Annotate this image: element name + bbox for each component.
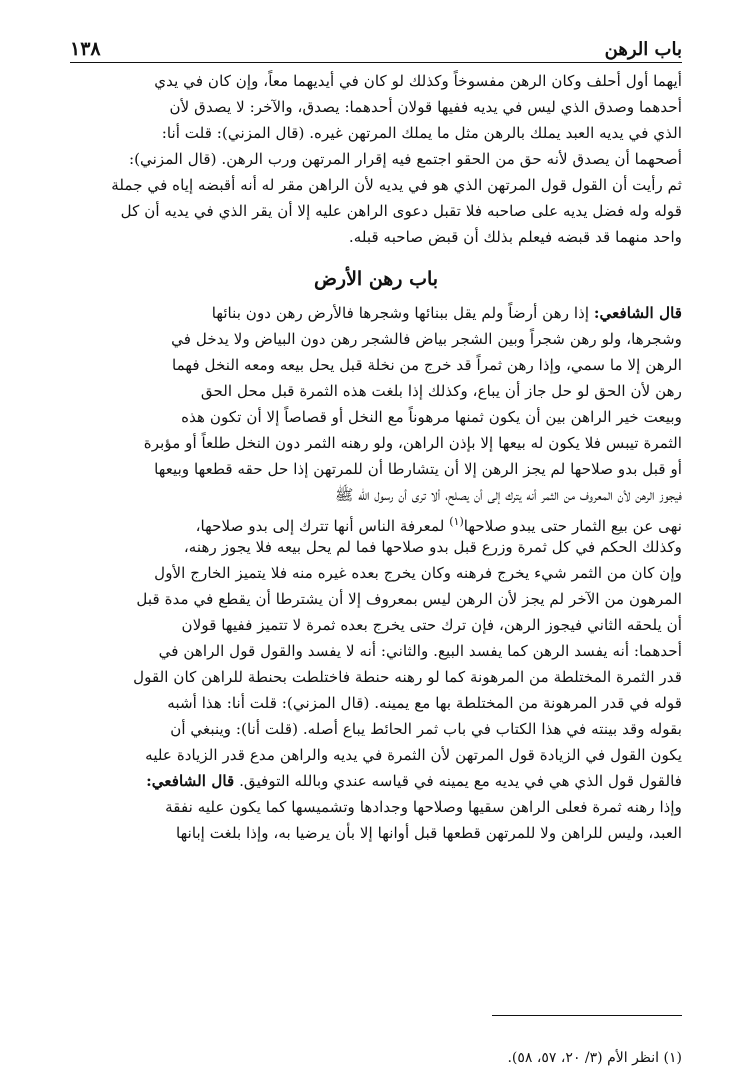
text-line: وبيعت خير الراهن بين أن يكون ثمنها مرهوناً مع النخل أو قصاصاً إلا أن تكون هذه	[181, 408, 682, 426]
text-line: فيجوز الرهن لأن المعروف من الثمر أنه يترك إلى أن يصلح، ألا ترى أن رسول الله ﷺ	[334, 486, 682, 504]
text-segment: إذا رهن أرضاً ولم يقل ببنائها وشجرها فالأرض رهن دون بنائها	[211, 304, 594, 322]
footnote-divider	[492, 1015, 682, 1016]
text-segment: فالقول قول الذي هي في يديه مع يمينه في قياسه عندي وبالله التوفيق.	[234, 772, 682, 790]
page-header	[70, 28, 682, 63]
text-line: الرهن إلا ما سمي، وإذا رهن ثمراً قد خرج من نخلة قبل يحل بيعه ومعه النخل فهما	[172, 356, 682, 374]
text-line: واحد منهما قد قبضه فيعلم بذلك أن قبض صاحبه قبله.	[348, 228, 682, 246]
document-page	[70, 28, 682, 1066]
text-line	[70, 301, 682, 327]
text-line: وإذا رهنه ثمرة فعلى الراهن سقيها وصلاحها وجدادها وتشميسها كما يكون عليه نفقة	[165, 798, 682, 816]
text-line: يكون القول في الزيادة قول المرتهن لأن الثمرة في يديه والراهن مدع قدر الزيادة عليه	[145, 746, 682, 764]
text-line: المرهون من الآخر لم يجز لأن الرهن ليس بمعروف إلا أن يشترطا أن يقطع في مدة قبل	[136, 590, 682, 608]
speaker-label: قال الشافعي:	[146, 772, 235, 790]
footnote-text: انظر الأم (٣/ ٢٠، ٥٧، ٥٨).	[507, 1050, 660, 1066]
paragraph-1	[70, 69, 682, 251]
text-line: وإن كان من الثمر شيء يخرج فرهنه وكان يخرج بعده غيره منه فلا يتميز الخارج الأول	[154, 564, 682, 582]
text-line: قوله وله فضل يديه على صاحبه فلا تقبل دعوى الراهن عليه إلا أن يقر الذي في يديه أن كل	[120, 202, 682, 220]
text-line: ثم رأيت أن القول قول المرتهن الذي هو في يديه لأن الراهن مقر له أنه أقبضه إياه في جملة	[111, 176, 682, 194]
text-line: أحدهما: أنه يفسد الرهن كما يفسد البيع. والثاني: أنه لا يفسد والقول قول الراهن في	[158, 642, 682, 660]
footnote	[70, 1048, 682, 1068]
text-line: الذي في يديه العبد يملك بالرهن مثل ما يملك المرتهن غيره. (قال المزني): قلت أنا:	[161, 124, 682, 142]
page-body	[70, 69, 682, 847]
text-line: أو قبل بدو صلاحها لم يجز الرهن إلا أن يتشارطا أن للمرتهن إذا حل حقه قطعها وبيعها	[154, 460, 682, 478]
text-line: وشجرها، ولو رهن شجراً وبين الشجر بياض فالشجر رهن دون البياض ولا يدخل في	[171, 330, 682, 348]
speaker-label: قال الشافعي:	[593, 304, 682, 322]
text-line: أصحهما أن يصدق لأنه حق من الحقو اجتمع فيه إقرار المرتهن ورب الرهن. (قال المزني):	[128, 150, 682, 168]
text-line: رهن لأن الحق لو حل جاز أن يباع، وكذلك إذا بلغت هذه الثمرة قبل محل الحق	[200, 382, 682, 400]
text-line: قدر الثمرة المختلطة من المرهونة كما لو رهنه حنطة فاختلطت بحنطة للراهن كان القول	[133, 668, 682, 686]
text-line: أحدهما وصدق الذي ليس في يديه ففيها قولان أحدهما: يصدق، والآخر: لا يصدق لأن	[169, 98, 682, 116]
text-segment: نهى عن بيع الثمار حتى يبدو صلاحها	[463, 517, 682, 535]
footnote-number: (١)	[663, 1050, 682, 1066]
text-segment: لمعرفة الناس أنها تترك إلى بدو صلاحها،	[195, 517, 450, 535]
text-line: أن يلحقه الثاني فيجوز الرهن، فإن ترك حتى يخرج بعده ثمرة لا تتميز ففيها قولان	[181, 616, 682, 634]
footnote-reference[interactable]: (١)	[449, 515, 464, 528]
section-title: باب رهن الأرض	[313, 268, 439, 290]
page-number: ١٣٨	[70, 38, 101, 60]
text-line: العبد، وليس للراهن ولا للمرتهن قطعها قبل أوانها إلا بأن يرضيا به، وإذا بلغت إبانها	[175, 824, 682, 842]
text-line: الثمرة تيبس فلا يكون له بيعها إلا بإذن الراهن، ولو رهنه الثمر دون النخل طلعاً أو مؤبرة	[143, 434, 682, 452]
text-line: وكذلك الحكم في كل ثمرة وزرع قبل بدو صلاحها فما لم يحل بيعه فلا يجوز رهنه،	[183, 538, 682, 556]
running-title: باب الرهن	[604, 39, 682, 60]
text-line	[70, 769, 682, 795]
text-line: أيهما أول أحلف وكان الرهن مفسوخاً وكذلك لو كان في أيديهما معاً، وإن كان في يدي	[154, 72, 682, 90]
paragraph-2	[70, 301, 682, 847]
text-line: قوله في قدر المرهونة من المختلطة بها مع يمينه. (قال المزني): قلت أنا: هذا أشبه	[167, 694, 682, 712]
text-line: بقوله وقد بينته في هذا الكتاب في باب ثمر الحائط يباع أصله. (قلت أنا): وينبغي أن	[170, 720, 682, 738]
text-line	[70, 509, 682, 535]
